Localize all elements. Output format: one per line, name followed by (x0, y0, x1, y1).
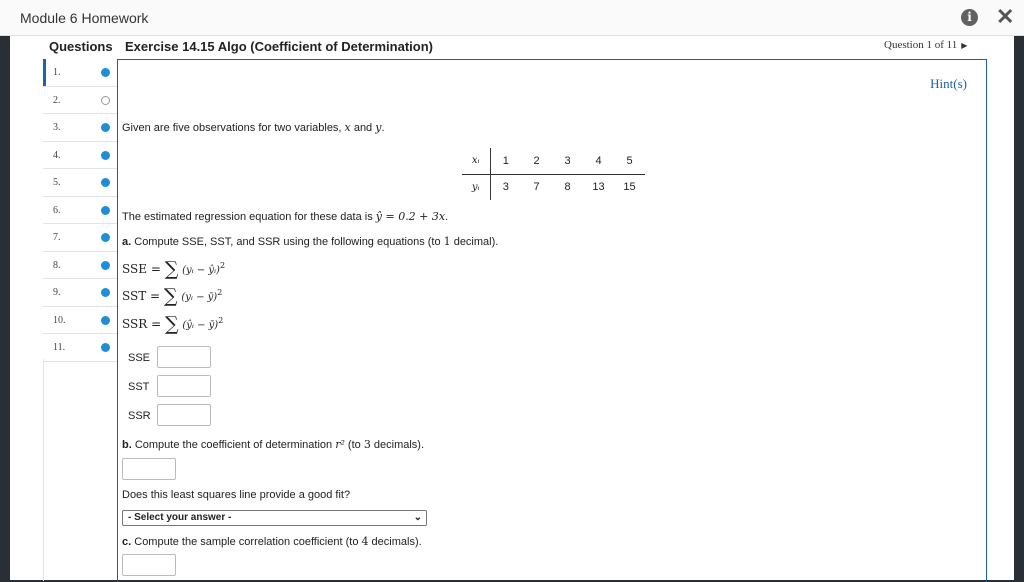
question-counter: Question 1 of 11 (884, 39, 958, 51)
formula-body: (ŷᵢ − ȳ) (182, 320, 219, 331)
question-item-10[interactable] (43, 307, 117, 335)
answered-status-icon (101, 68, 110, 77)
question-number: 5. (53, 177, 61, 188)
question-number: 7. (53, 232, 61, 243)
var-y: y (375, 121, 382, 134)
table-cell: 4 (583, 148, 614, 174)
title-bar (0, 0, 1024, 36)
sst-label: SST (128, 381, 150, 393)
left-edge-stripe (0, 36, 10, 582)
question-item-5[interactable] (43, 169, 117, 197)
table-cell: 1 (490, 148, 521, 174)
ssr-label: SSR (128, 410, 151, 422)
answered-status-icon (101, 261, 110, 270)
exercise-title: Exercise 14.15 Algo (Coefficient of Determination) (125, 39, 433, 54)
window-title: Module 6 Homework (20, 10, 149, 26)
table-cell: 3 (502, 181, 509, 194)
formula-exponent: 2 (218, 316, 224, 325)
formula-exponent: 2 (219, 261, 226, 270)
part-a-end: decimal). (450, 236, 499, 248)
question-item-4[interactable] (43, 142, 117, 170)
r-squared-input[interactable] (122, 458, 176, 480)
intro-sentence: Given are five observations for two variables, (122, 122, 345, 134)
part-b-text (122, 438, 424, 451)
formula-lhs: SST (122, 289, 147, 303)
table-cell: 15 (623, 181, 636, 194)
fit-question: Does this least squares line provide a good fit? (122, 489, 351, 501)
part-a-instruction: Compute SSE, SST, and SSR using the following equations (to (131, 236, 444, 248)
answered-status-icon (101, 151, 110, 160)
question-number: 6. (53, 204, 61, 216)
answered-status-icon (101, 343, 110, 352)
table-cell: 3 (552, 148, 583, 174)
question-number: 2. (53, 94, 61, 106)
intro-text (122, 121, 385, 134)
part-a-precision: 1 (443, 235, 451, 248)
part-c-text (122, 535, 422, 548)
sse-formula: SSE = ∑ (yᵢ − ŷᵢ)$^2$ (122, 258, 226, 280)
question-item-11[interactable] (43, 334, 117, 362)
question-number: 8. (53, 259, 61, 271)
part-b-precision: 3 (363, 438, 371, 451)
next-question-icon[interactable]: ▶ (961, 41, 968, 50)
observations-table (462, 148, 645, 200)
part-b-mid: (to (344, 439, 364, 451)
question-number: 10. (53, 314, 66, 326)
part-a-text (122, 235, 498, 248)
question-navigator[interactable] (884, 39, 967, 51)
question-number: 4. (53, 149, 61, 161)
part-b-label: b. (122, 439, 132, 451)
table-cell: 5 (614, 148, 645, 174)
question-list-divider (43, 359, 44, 581)
question-item-6[interactable] (43, 197, 117, 225)
question-item-2[interactable] (43, 87, 117, 115)
sse-label: SSE (128, 352, 151, 364)
intro-and: and (350, 122, 376, 134)
part-a-label: a. (122, 236, 132, 248)
table-row-y (462, 174, 645, 200)
table-row-x (462, 148, 645, 174)
question-number: 11. (53, 342, 66, 353)
table-cell: 2 (521, 148, 552, 174)
regression-equation: ŷ = 0.2 + 3x (375, 210, 446, 223)
formula-lhs: SSE (122, 262, 147, 276)
answered-status-icon (101, 206, 110, 215)
part-c-precision: 4 (361, 535, 369, 548)
table-cell: 13 (592, 181, 605, 194)
table-cell: 8 (564, 181, 571, 194)
table-cell: 7 (533, 181, 540, 194)
question-number: 9. (53, 287, 61, 298)
question-item-7[interactable] (43, 224, 117, 252)
question-item-3[interactable] (43, 114, 117, 142)
info-icon[interactable]: i (961, 9, 978, 26)
question-item-1[interactable] (43, 59, 117, 87)
regression-sentence: The estimated regression equation for these data is (122, 211, 376, 223)
formula-exponent: 2 (217, 288, 223, 297)
unanswered-status-icon (101, 96, 110, 105)
questions-header: Questions (49, 39, 113, 54)
formula-lhs: SSR (122, 317, 148, 331)
ssr-formula: SSR = ∑ (ŷᵢ − ȳ)$^2$ (122, 313, 224, 335)
question-content-panel (117, 59, 987, 582)
answered-status-icon (101, 288, 110, 297)
question-item-8[interactable] (43, 252, 117, 280)
formula-body: (yᵢ − ȳ) (181, 292, 218, 303)
part-c-end: decimals). (368, 536, 422, 548)
question-item-9[interactable] (43, 279, 117, 307)
formula-body: (yᵢ − ŷᵢ) (182, 265, 220, 276)
question-list (43, 59, 117, 362)
part-c-label: c. (122, 536, 132, 548)
question-number: 1. (53, 67, 61, 78)
row-header-y: yᵢ (462, 174, 490, 200)
sst-formula: SST = ∑ (yᵢ − ȳ)$^2$ (122, 285, 223, 307)
part-b-instruction: Compute the coefficient of determination (131, 439, 336, 451)
row-header-x: xᵢ (462, 148, 490, 174)
ssr-input[interactable] (157, 404, 211, 426)
sst-input[interactable] (157, 375, 211, 397)
sse-input[interactable] (157, 346, 211, 368)
answered-status-icon (101, 233, 110, 242)
hints-link[interactable]: Hint(s) (930, 76, 967, 91)
regression-end: . (445, 211, 449, 223)
answered-status-icon (101, 178, 110, 187)
correlation-input[interactable] (122, 554, 176, 576)
good-fit-select[interactable] (122, 510, 427, 526)
r-squared-symbol: r² (335, 438, 345, 451)
close-icon[interactable]: ✕ (996, 4, 1015, 29)
answered-status-icon (101, 123, 110, 132)
part-c-instruction: Compute the sample correlation coefficient (to (131, 536, 362, 548)
intro-end: . (381, 122, 385, 134)
regression-text (122, 210, 448, 223)
chevron-down-icon: ⌄ (413, 512, 422, 523)
var-x: x (344, 121, 351, 134)
select-value: - Select your answer - (128, 512, 232, 523)
right-edge-stripe (1014, 36, 1024, 582)
question-number: 3. (53, 122, 61, 133)
part-b-end: decimals). (370, 439, 425, 451)
answered-status-icon (101, 316, 110, 325)
